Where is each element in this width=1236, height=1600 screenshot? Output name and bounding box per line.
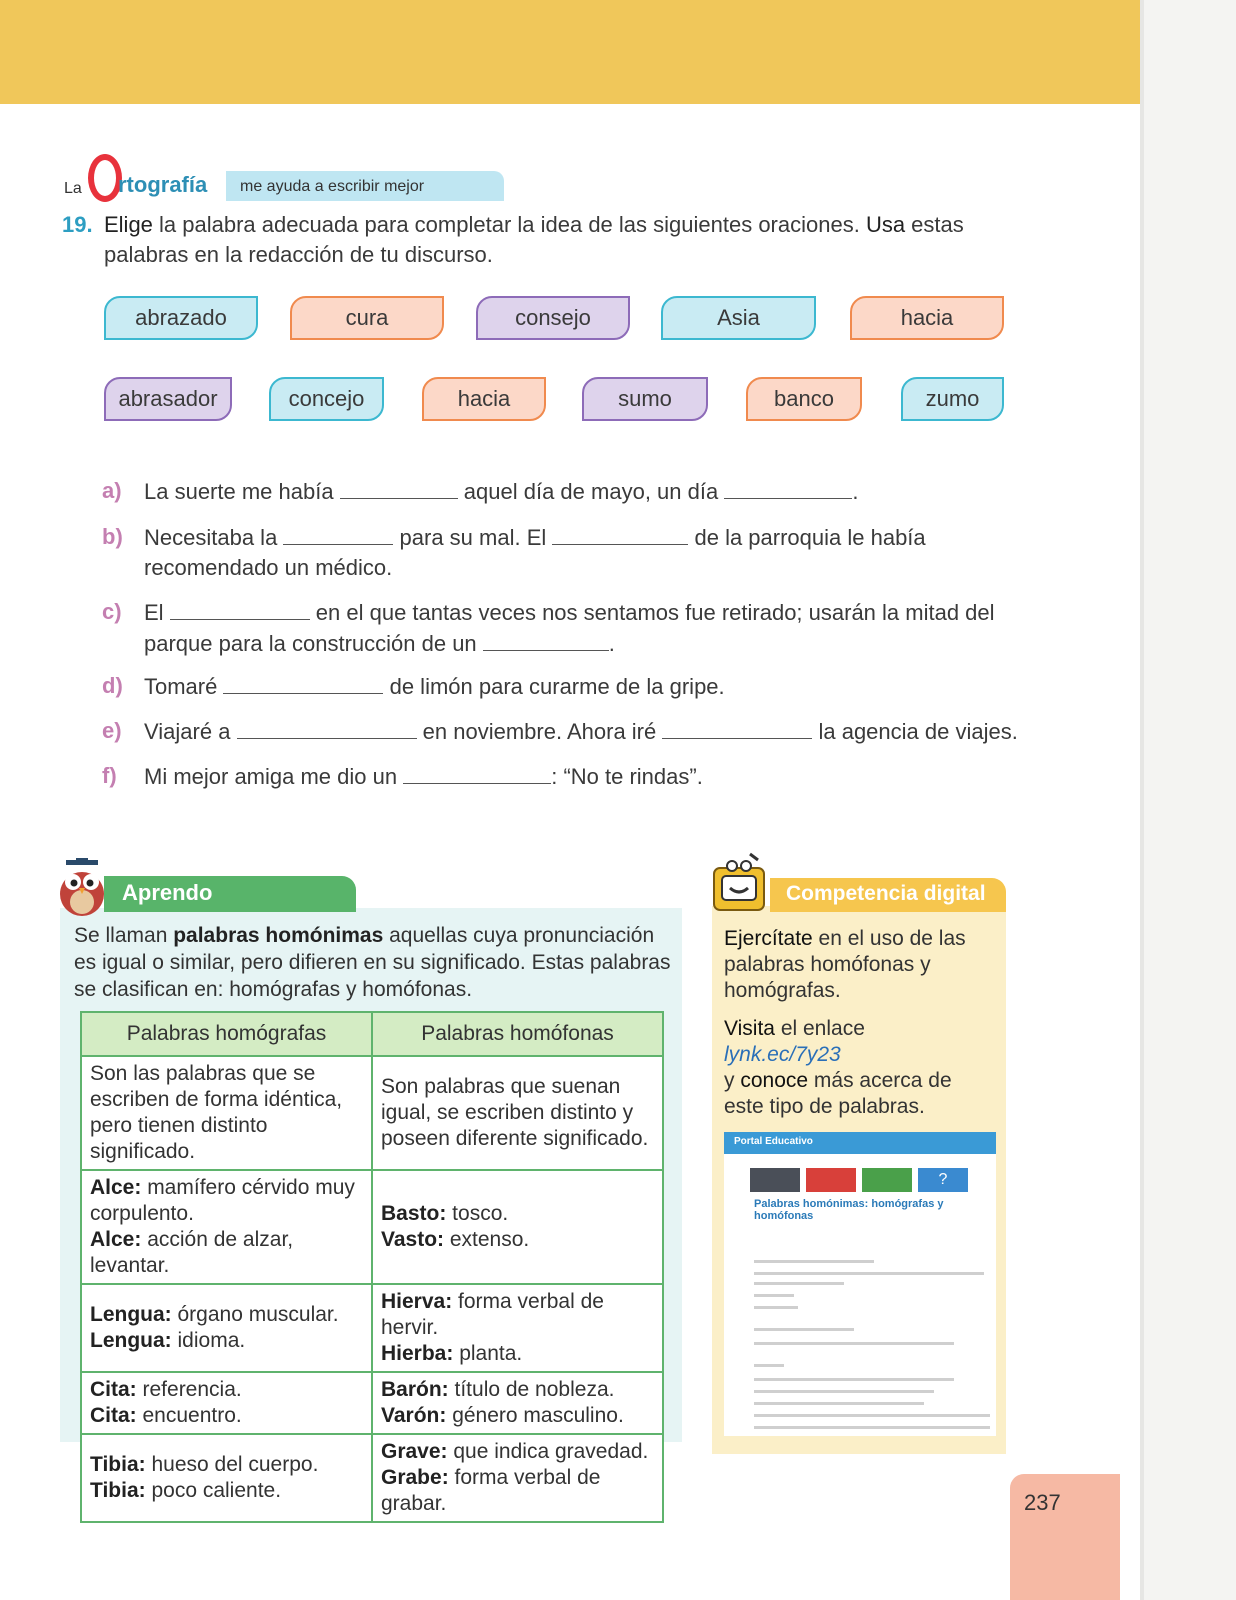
thumb-text-line	[754, 1260, 874, 1263]
table-row	[81, 1056, 663, 1170]
word-chip[interactable]: zumo	[901, 377, 1004, 421]
competencia-text: y	[724, 1069, 741, 1092]
example-line	[90, 1328, 363, 1354]
answer-blank[interactable]	[237, 716, 417, 739]
example-line	[90, 1377, 363, 1403]
word-chip[interactable]: banco	[746, 377, 862, 421]
table-cell	[81, 1372, 372, 1434]
exercise-label: f)	[102, 763, 117, 788]
example-definition: tosco.	[446, 1202, 509, 1225]
example-definition: que indica gravedad.	[447, 1440, 649, 1463]
answer-blank[interactable]	[223, 671, 383, 694]
ortografia-header	[62, 160, 442, 204]
example-word: Alce:	[90, 1176, 142, 1199]
example-definition: idioma.	[171, 1329, 246, 1352]
aprendo-title: Aprendo	[122, 880, 213, 905]
exercise-text: .	[608, 631, 615, 656]
aprendo-intro-part: aquellas cuya pronunciación es igual o similar, pero difieren en su significado. Estas palabras se clasifican en: homógrafas y homófonas.	[74, 924, 671, 1001]
competencia-text: el enlace	[774, 1017, 865, 1040]
homonimas-table	[80, 1011, 664, 1523]
thumb-text-line	[754, 1378, 954, 1381]
example-word: Tibia:	[90, 1479, 146, 1502]
table-cell	[372, 1170, 663, 1284]
thumb-text-line	[754, 1342, 954, 1345]
question-verb-elige: Elige	[104, 212, 153, 237]
competencia-title: Competencia digital	[786, 882, 986, 905]
table-row	[81, 1284, 663, 1372]
exercise-label: e)	[102, 718, 122, 743]
table-row	[81, 1170, 663, 1284]
competencia-verb: Visita	[724, 1017, 775, 1040]
example-word: Tibia:	[90, 1453, 146, 1476]
question-text-part1: la palabra adecuada para completar la idea de las siguientes oraciones.	[152, 212, 866, 237]
answer-blank[interactable]	[662, 716, 812, 739]
question-verb-usa: Usa	[865, 212, 906, 237]
thumb-list-icon	[750, 1168, 800, 1192]
example-word: Cita:	[90, 1404, 137, 1427]
page-number: 237	[1024, 1490, 1061, 1515]
example-definition: forma verbal de grabar.	[381, 1466, 601, 1515]
example-word: Vasto:	[381, 1228, 445, 1251]
page-edge	[1140, 0, 1236, 1600]
example-word: Basto:	[381, 1202, 447, 1225]
example-definition: forma verbal de hervir.	[381, 1290, 604, 1339]
exercise-text: Necesitaba la	[144, 525, 284, 550]
thumb-text-line	[754, 1272, 984, 1275]
example-line	[381, 1227, 654, 1253]
word-chip[interactable]: cura	[290, 296, 444, 340]
ortografia-o-logo-icon	[88, 154, 122, 202]
thumb-text-line	[754, 1306, 798, 1309]
example-word: Varón:	[381, 1404, 447, 1427]
word-chip[interactable]: hacia	[850, 296, 1004, 340]
example-word: Grabe:	[381, 1466, 449, 1489]
exercise-text: recomendado un médico.	[144, 555, 393, 580]
competencia-verb: Ejercítate	[724, 927, 813, 950]
example-word: Alce:	[90, 1228, 142, 1251]
exercise-text: El	[144, 600, 170, 625]
example-definition: encuentro.	[136, 1404, 242, 1427]
thumb-text-line	[754, 1414, 990, 1417]
table-cell	[372, 1372, 663, 1434]
competencia-text: en el uso de las palabras homófonas y homógrafas.	[724, 927, 966, 1002]
exercise-text: para su mal. El	[393, 525, 553, 550]
example-line	[90, 1227, 363, 1279]
exercise-label: d)	[102, 673, 123, 698]
example-definition: referencia.	[136, 1378, 242, 1401]
example-line	[90, 1175, 363, 1227]
question-text	[104, 210, 1014, 270]
example-line	[381, 1403, 654, 1429]
competencia-verb: conoce	[740, 1069, 809, 1092]
table-cell	[81, 1170, 372, 1284]
answer-blank[interactable]	[724, 476, 852, 499]
exercise-text: Tomaré	[144, 674, 224, 699]
example-word: Hierva:	[381, 1290, 453, 1313]
exercise-text: en el que tantas veces nos sentamos fue retirado; usarán la mitad del	[309, 600, 995, 625]
thumb-question-icon: ?	[918, 1168, 968, 1192]
answer-blank[interactable]	[170, 597, 310, 620]
exercise-text: : “No te rindas”.	[551, 764, 703, 789]
example-word: Cita:	[90, 1378, 137, 1401]
example-definition: título de nobleza.	[448, 1378, 615, 1401]
example-definition: poco caliente.	[145, 1479, 282, 1502]
competencia-text-2	[724, 1016, 996, 1120]
table-header-row	[81, 1012, 663, 1056]
exercise-text: Viajaré a	[144, 719, 237, 744]
table-cell	[372, 1434, 663, 1522]
answer-blank[interactable]	[403, 761, 551, 784]
exercise-text: La suerte me había	[144, 479, 340, 504]
table-row	[81, 1372, 663, 1434]
aprendo-intro	[74, 922, 674, 1003]
example-definition: acción de alzar, levantar.	[90, 1228, 294, 1277]
example-definition: órgano muscular.	[171, 1303, 339, 1326]
exercise-text: aquel día de mayo, un día	[457, 479, 725, 504]
table-header: Palabras homófonas	[372, 1012, 663, 1056]
top-color-band	[0, 0, 1140, 104]
exercise-text: la agencia de viajes.	[812, 719, 1018, 744]
thumb-text-line	[754, 1390, 934, 1393]
example-word: Barón:	[381, 1378, 449, 1401]
page-edge-shadow	[1140, 0, 1144, 1600]
thumb-text-line	[754, 1364, 784, 1367]
question-number: 19.	[62, 212, 93, 237]
competencia-link[interactable]: lynk.ec/7y23	[724, 1043, 841, 1066]
exercise-label: a)	[102, 478, 122, 503]
exercise-text: parque para la construcción de un	[144, 631, 483, 656]
table-cell: Son palabras que suenan igual, se escriben distinto y poseen diferente significado.	[372, 1056, 663, 1170]
exercise-text: de limón para curarme de la gripe.	[383, 674, 725, 699]
competencia-text-1	[724, 926, 996, 1004]
word-chip[interactable]: consejo	[476, 296, 630, 340]
example-line	[381, 1377, 654, 1403]
thumb-text-line	[754, 1402, 924, 1405]
table-row	[81, 1434, 663, 1522]
answer-blank[interactable]	[283, 522, 393, 545]
question-text-part2: estas palabras en la redacción de tu discurso.	[104, 212, 964, 267]
header-tagline: me ayuda a escribir mejor	[240, 178, 425, 195]
thumb-text-line	[754, 1328, 854, 1331]
word-chip[interactable]: concejo	[269, 377, 384, 421]
example-line	[381, 1201, 654, 1227]
example-word: Lengua:	[90, 1303, 172, 1326]
example-definition: género masculino.	[446, 1404, 624, 1427]
exercise-text: en noviembre. Ahora iré	[416, 719, 663, 744]
thumb-play-icon	[806, 1168, 856, 1192]
table-cell	[81, 1284, 372, 1372]
exercise-label: b)	[102, 524, 123, 549]
word-chip[interactable]: hacia	[422, 377, 546, 421]
aprendo-intro-part: Se llaman	[74, 924, 174, 947]
example-line	[90, 1452, 363, 1478]
example-line	[381, 1289, 654, 1341]
website-screenshot	[724, 1132, 996, 1436]
header-ortografia: rtografía	[118, 172, 208, 197]
exercise-text: .	[852, 479, 859, 504]
word-chip[interactable]: Asia	[661, 296, 816, 340]
exercise-text: de la parroquia le había	[688, 525, 926, 550]
answer-blank[interactable]	[483, 628, 609, 651]
example-word: Grave:	[381, 1440, 448, 1463]
thumb-text-line	[754, 1426, 990, 1429]
example-line	[90, 1302, 363, 1328]
owl-mascot-icon	[52, 858, 112, 918]
table-header: Palabras homógrafas	[81, 1012, 372, 1056]
header-la: La	[64, 180, 82, 197]
example-line	[381, 1341, 654, 1367]
table-cell	[81, 1434, 372, 1522]
example-definition: mamífero cérvido muy corpulento.	[90, 1176, 355, 1225]
example-definition: planta.	[453, 1342, 523, 1365]
exercise-text: Mi mejor amiga me dio un	[144, 764, 404, 789]
word-chip[interactable]: abrasador	[104, 377, 232, 421]
thumb-text-line	[754, 1282, 844, 1285]
answer-blank[interactable]	[340, 476, 458, 499]
example-word: Lengua:	[90, 1329, 172, 1352]
thumb-text-line	[754, 1294, 794, 1297]
example-line	[381, 1439, 654, 1465]
example-definition: hueso del cuerpo.	[145, 1453, 319, 1476]
robot-mascot-icon	[706, 852, 772, 916]
example-definition: extenso.	[444, 1228, 530, 1251]
exercise-label: c)	[102, 599, 122, 624]
thumb-heading: Palabras homónimas: homógrafas y homófonas	[754, 1198, 944, 1222]
example-line	[381, 1465, 654, 1517]
table-cell: Son las palabras que se escriben de forma idéntica, pero tienen distinto significado.	[81, 1056, 372, 1170]
example-word: Hierba:	[381, 1342, 454, 1365]
answer-blank[interactable]	[552, 522, 688, 545]
competencia-text: más acerca de este tipo de palabras.	[724, 1069, 952, 1118]
thumb-check-icon	[862, 1168, 912, 1192]
word-chip[interactable]: abrazado	[104, 296, 258, 340]
aprendo-intro-term: palabras homónimas	[173, 924, 384, 947]
thumb-brand: Portal Educativo	[734, 1136, 813, 1147]
example-line	[90, 1478, 363, 1504]
word-chip[interactable]: sumo	[582, 377, 708, 421]
example-line	[90, 1403, 363, 1429]
table-cell	[372, 1284, 663, 1372]
